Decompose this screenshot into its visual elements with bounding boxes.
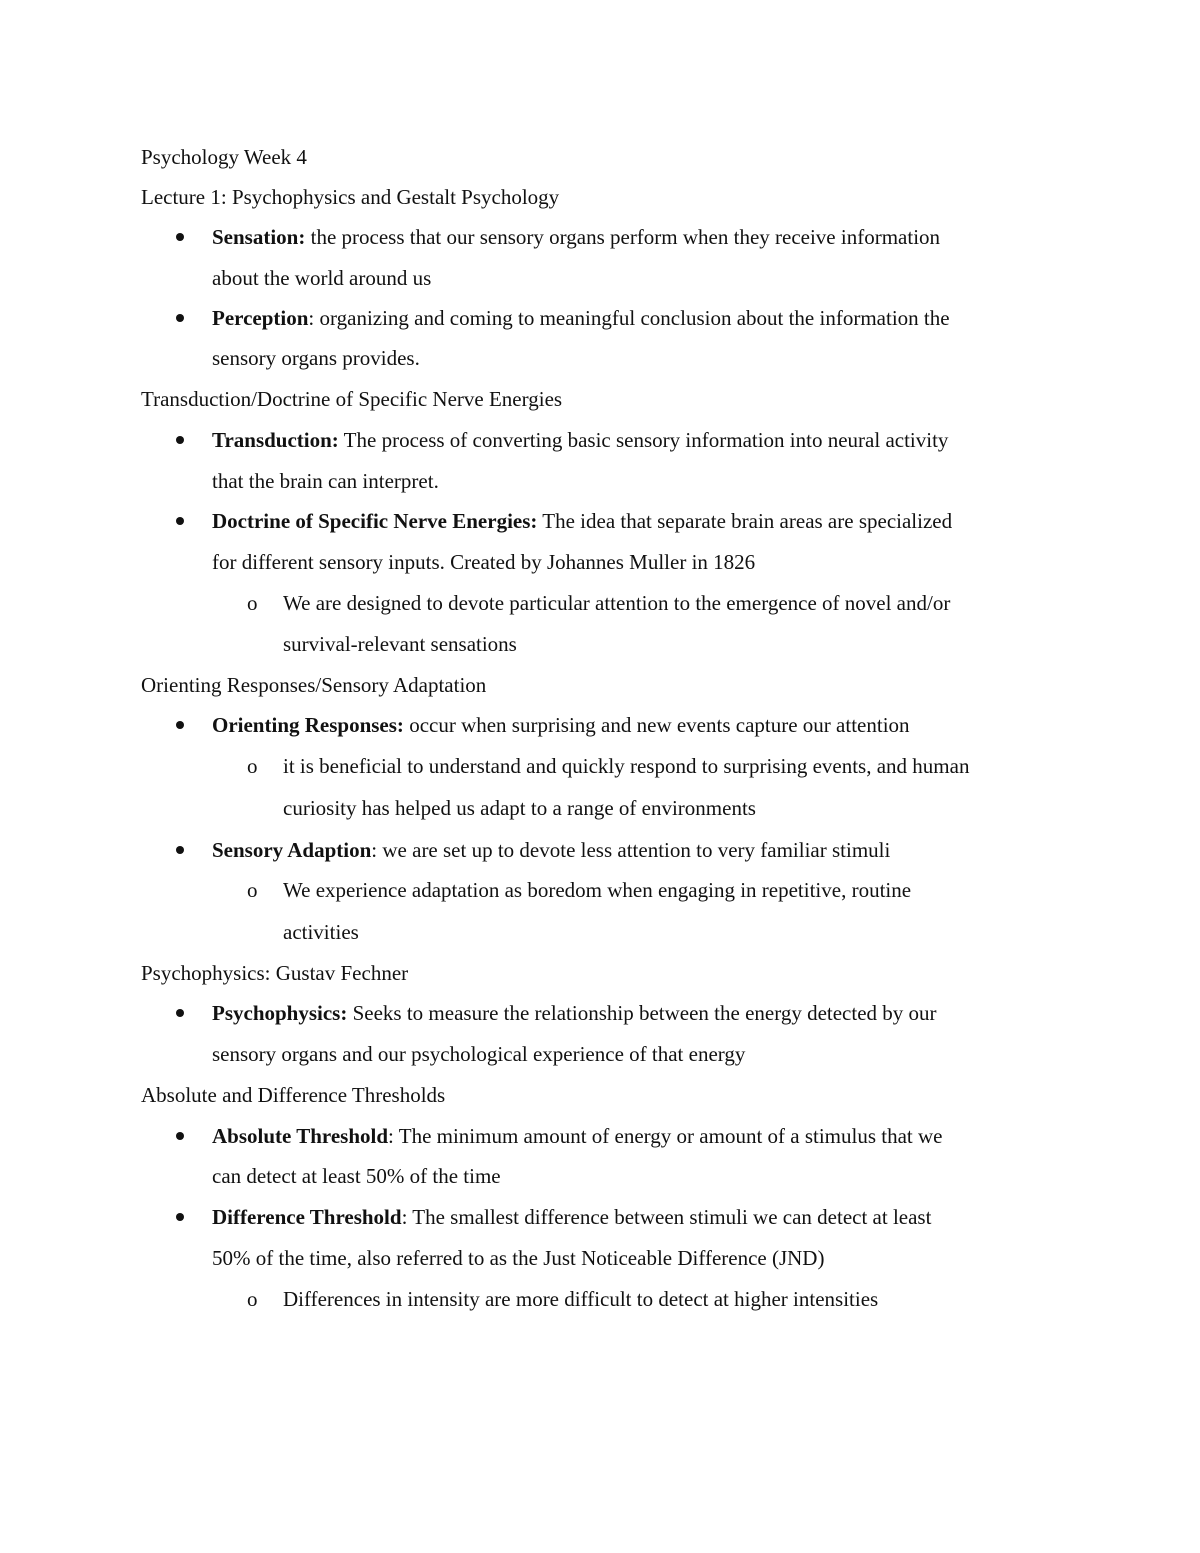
bullet-icon xyxy=(176,314,184,322)
section-heading-psychophysics: Psychophysics: Gustav Fechner xyxy=(141,961,409,985)
sub-item-text: We experience adaptation as boredom when engaging in repetitive, routine xyxy=(283,878,912,902)
list-item-sensation xyxy=(212,223,940,251)
sub-item-continuation: curiosity has helped us adapt to a range of environments xyxy=(283,796,756,820)
sub-bullet-icon: o xyxy=(247,878,258,902)
bullet-icon xyxy=(176,517,184,525)
sub-item-continuation: survival-relevant sensations xyxy=(283,632,517,656)
term-perception: Perception xyxy=(212,306,309,330)
list-item-transduction xyxy=(212,426,948,454)
term-orienting: Orienting Responses: xyxy=(212,713,404,737)
term-doctrine: Doctrine of Specific Nerve Energies: xyxy=(212,509,538,533)
definition-text: : The smallest difference between stimuli we can detect at least xyxy=(401,1205,932,1229)
bullet-icon xyxy=(176,1213,184,1221)
definition-continuation: for different sensory inputs. Created by Johannes Muller in 1826 xyxy=(212,550,756,574)
list-item-doctrine xyxy=(212,507,952,535)
sub-item-text: We are designed to devote particular attention to the emergence of novel and/or xyxy=(283,591,951,615)
sub-item-continuation: activities xyxy=(283,920,359,944)
list-item-difference-threshold xyxy=(212,1203,931,1231)
definition-continuation: 50% of the time, also referred to as the Just Noticeable Difference (JND) xyxy=(212,1246,825,1270)
section-heading-transduction: Transduction/Doctrine of Specific Nerve Energies xyxy=(141,387,563,411)
sub-bullet-icon: o xyxy=(247,1287,258,1311)
definition-text: : The minimum amount of energy or amount of a stimulus that we xyxy=(388,1124,943,1148)
list-item-psychophysics xyxy=(212,999,937,1027)
section-heading-orienting: Orienting Responses/Sensory Adaptation xyxy=(141,673,487,697)
definition-text: Seeks to measure the relationship between the energy detected by our xyxy=(347,1001,937,1025)
definition-continuation: that the brain can interpret. xyxy=(212,469,439,493)
term-absolute-threshold: Absolute Threshold xyxy=(212,1124,389,1148)
term-difference-threshold: Difference Threshold xyxy=(212,1205,402,1229)
list-item-absolute-threshold xyxy=(212,1122,943,1150)
lecture-heading: Lecture 1: Psychophysics and Gestalt Psychology xyxy=(141,185,560,209)
bullet-icon xyxy=(176,436,184,444)
sub-bullet-icon: o xyxy=(247,754,258,778)
definition-continuation: about the world around us xyxy=(212,266,432,290)
definition-text: the process that our sensory organs perform when they receive information xyxy=(305,225,941,249)
term-adaption: Sensory Adaption xyxy=(212,838,372,862)
document-title: Psychology Week 4 xyxy=(141,145,307,169)
definition-continuation: can detect at least 50% of the time xyxy=(212,1164,501,1188)
definition-text: occur when surprising and new events capture our attention xyxy=(403,713,910,737)
definition-text: : we are set up to devote less attention to very familiar stimuli xyxy=(371,838,891,862)
section-heading-thresholds: Absolute and Difference Thresholds xyxy=(141,1083,446,1107)
list-item-orienting xyxy=(212,711,910,739)
bullet-icon xyxy=(176,846,184,854)
bullet-icon xyxy=(176,1132,184,1140)
definition-continuation: sensory organs provides. xyxy=(212,346,420,370)
definition-continuation: sensory organs and our psychological experience of that energy xyxy=(212,1042,746,1066)
definition-text: The idea that separate brain areas are specialized xyxy=(537,509,953,533)
list-item-adaption xyxy=(212,836,890,864)
bullet-icon xyxy=(176,721,184,729)
sub-bullet-icon: o xyxy=(247,591,258,615)
term-psychophysics: Psychophysics: xyxy=(212,1001,348,1025)
bullet-icon xyxy=(176,233,184,241)
definition-text: : organizing and coming to meaningful conclusion about the information the xyxy=(308,306,950,330)
sub-item-text: it is beneficial to understand and quickly respond to surprising events, and human xyxy=(283,754,970,778)
definition-text: The process of converting basic sensory information into neural activity xyxy=(338,428,949,452)
list-item-perception xyxy=(212,304,950,332)
sub-item-text: Differences in intensity are more difficult to detect at higher intensities xyxy=(283,1287,879,1311)
term-sensation: Sensation: xyxy=(212,225,306,249)
term-transduction: Transduction: xyxy=(212,428,339,452)
bullet-icon xyxy=(176,1009,184,1017)
